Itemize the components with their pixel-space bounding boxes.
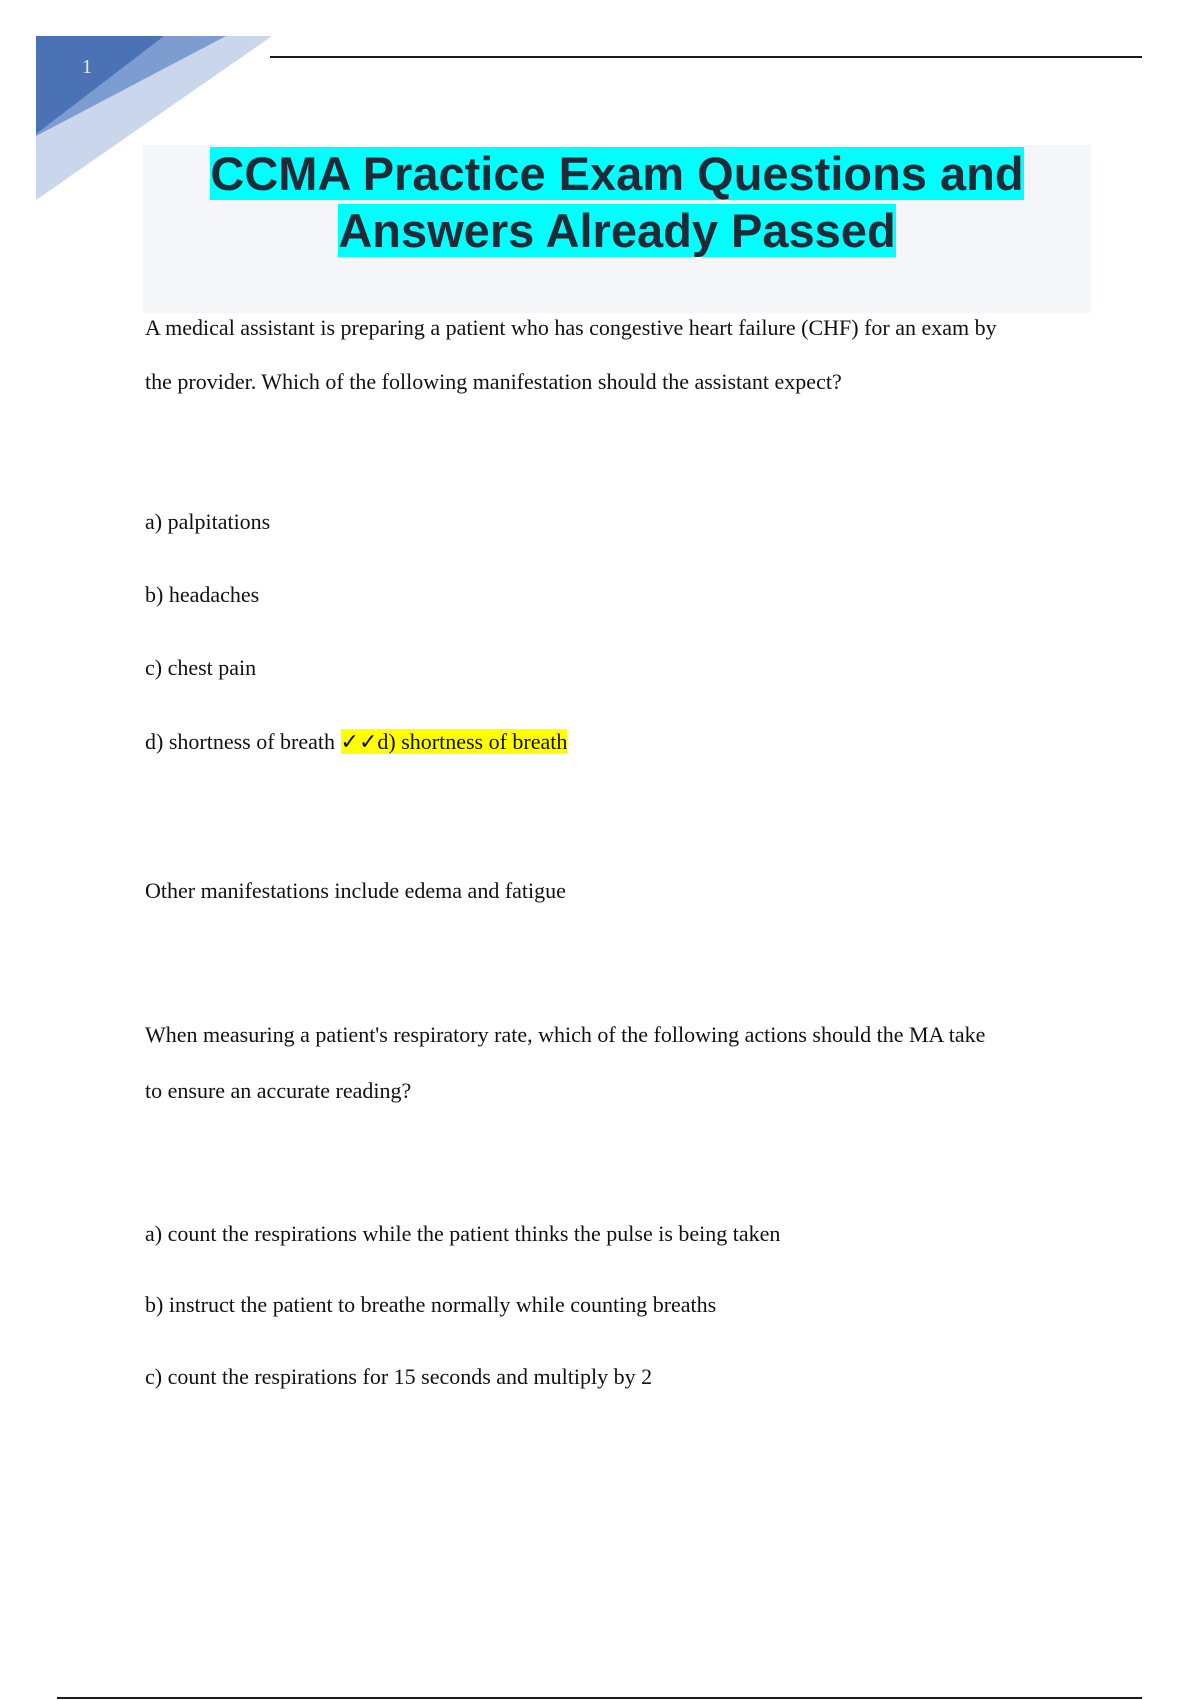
question-1-stem-line-1: A medical assistant is preparing a patient who has congestive heart failure (CHF) for an exam by xyxy=(145,315,997,340)
question-2-option-c: c) count the respirations for 15 seconds and multiply by 2 xyxy=(145,1364,653,1389)
title-line-2: Answers Already Passed xyxy=(338,204,896,257)
title-line-1: CCMA Practice Exam Questions and xyxy=(210,147,1024,200)
question-2-option-b: b) instruct the patient to breathe normally while counting breaths xyxy=(145,1292,717,1317)
question-1-stem-line-2: the provider. Which of the following manifestation should the assistant expect? xyxy=(145,369,842,394)
question-1-option-c: c) chest pain xyxy=(145,655,257,680)
document-title xyxy=(143,145,1091,259)
question-1-note: Other manifestations include edema and fatigue xyxy=(145,878,566,903)
page-number: 1 xyxy=(82,56,92,78)
question-2-stem-line-1: When measuring a patient's respiratory rate, which of the following actions should the MA take xyxy=(145,1022,986,1047)
question-1-option-d-row xyxy=(145,728,567,756)
header-rule xyxy=(270,56,1142,58)
question-2-stem-line-2: to ensure an accurate reading? xyxy=(145,1078,412,1103)
footer-rule xyxy=(57,1697,1142,1699)
question-1-option-d: d) shortness of breath xyxy=(145,729,336,754)
answer-marker: ✓✓d) shortness of breath xyxy=(340,729,568,754)
question-2-option-a: a) count the respirations while the patient thinks the pulse is being taken xyxy=(145,1221,781,1246)
question-1-option-b: b) headaches xyxy=(145,582,260,607)
question-1-option-a: a) palpitations xyxy=(145,509,271,534)
